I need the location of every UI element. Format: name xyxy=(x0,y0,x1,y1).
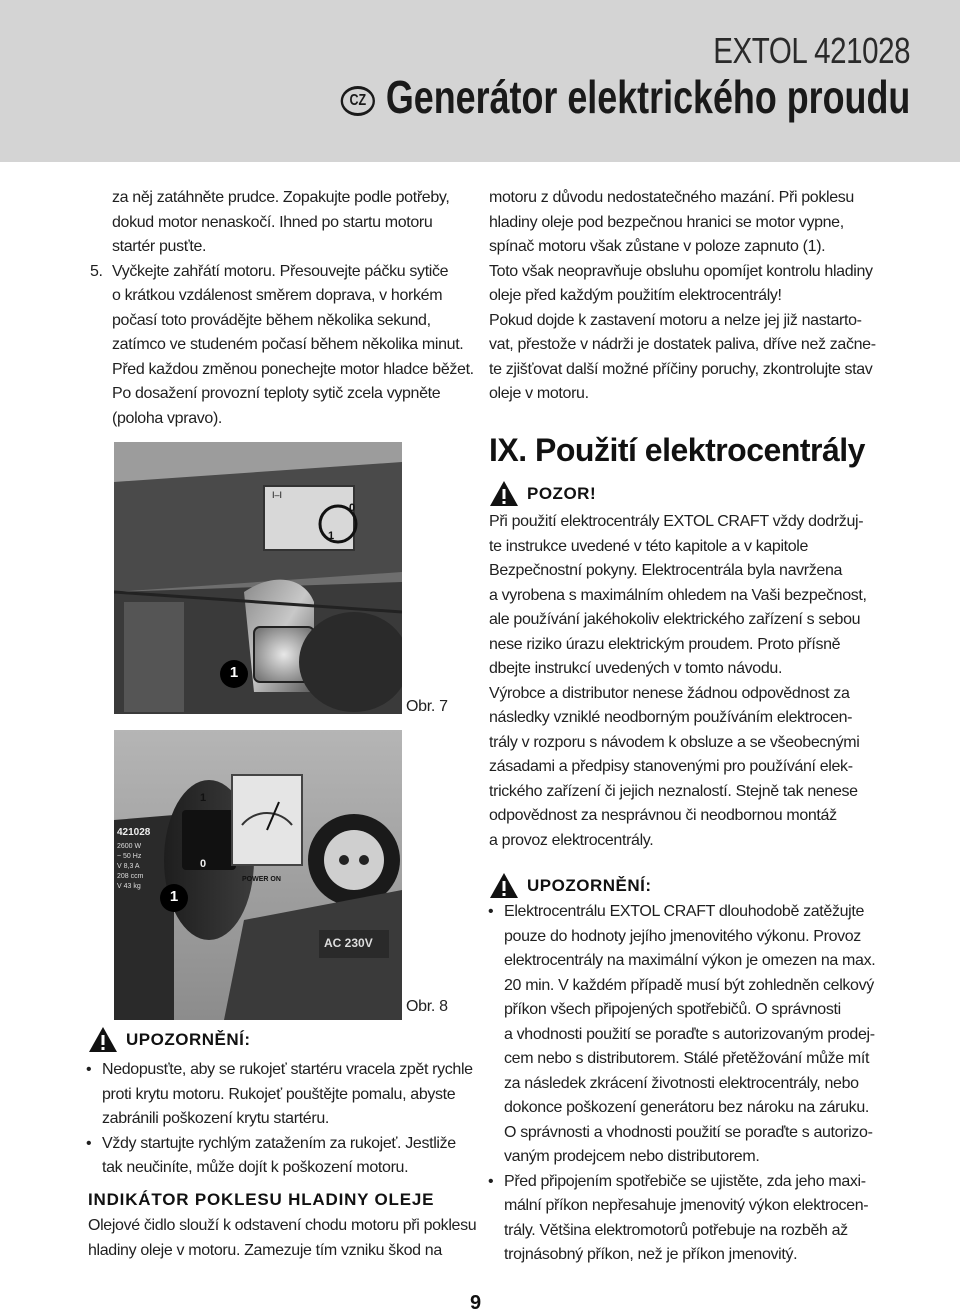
switch-label-zero: 0 xyxy=(200,858,207,870)
choke-label-one: 1 xyxy=(328,530,335,542)
ac-socket-label: AC 230V xyxy=(324,936,373,950)
text-line: proti krytu motoru. Rukojeť pouštějte pomalu, abyste xyxy=(102,1085,456,1103)
warning-title: UPOZORNĚNÍ: xyxy=(126,1029,251,1049)
text-line: Olejové čidlo slouží k odstavení chodu motoru při poklesu xyxy=(88,1217,477,1234)
warning-list-right xyxy=(486,900,875,1268)
text-line: • Před připojením spotřebiče se ujistěte, zda jeho maxi- xyxy=(504,1172,866,1190)
panel-spec: V 43 kg xyxy=(117,883,141,890)
text-line: Výrobce a distributor nenese žádnou odpovědnost za xyxy=(489,684,850,702)
figure-7-caption: Obr. 7 xyxy=(406,698,448,715)
warning-heading-right xyxy=(489,872,652,899)
pozor-title: POZOR! xyxy=(527,483,597,503)
text-line: vaným prodejcem nebo distributorem. xyxy=(504,1148,760,1165)
figure-7-choke-photo xyxy=(114,442,402,714)
warning-triangle-icon xyxy=(489,872,519,899)
text-line: oleje v motoru. xyxy=(489,385,589,402)
text-line: • Vždy startujte rychlým zatažením za rukojeť. Jestliže xyxy=(102,1134,456,1152)
text-line: • Nedopusťte, aby se rukojeť startéru vracela zpět rychle xyxy=(102,1061,473,1078)
text-line: Při použití elektrocentrály EXTOL CRAFT vždy dodržuj- xyxy=(489,513,864,530)
text-line: tak neučiníte, může dojít k poškození motoru. xyxy=(102,1159,409,1176)
panel-model-label: 421028 xyxy=(117,827,151,838)
text-line: spínač motoru však zůstane v poloze zapnuto (1). xyxy=(489,238,826,255)
text-line: O správnosti a vhodnosti použití se poraďte s autorizo- xyxy=(504,1123,873,1141)
text-line: nese riziko úrazu elektrickým proudem. Proto přísně xyxy=(489,635,841,653)
text-line: za něj zatáhněte prudce. Zopakujte podle potřeby, xyxy=(112,189,450,206)
panel-spec: ~ 50 Hz xyxy=(117,853,142,860)
text-line: dokonce poškození generátoru bez nároku na záruku. xyxy=(504,1099,869,1116)
warning-triangle-icon xyxy=(88,1026,118,1053)
document-title xyxy=(340,70,910,124)
text-line: Po dosažení provozní teploty sytič zcela vypněte xyxy=(112,385,441,402)
text-line: a vhodnosti použití se poraďte s autorizovaným prodej- xyxy=(504,1025,875,1043)
text-line: (poloha vpravo). xyxy=(112,409,223,427)
figure-8-panel-photo xyxy=(114,730,402,1020)
text-line: dbejte instrukcí uvedených v tomto návodu. xyxy=(489,660,783,677)
pozor-paragraph xyxy=(489,510,867,853)
warning-bullet xyxy=(486,1170,875,1268)
text-line: Toto však neopravňuje obsluhu opomíjet kontrolu hladiny xyxy=(489,262,873,280)
choke-label-zero: 0 xyxy=(349,502,356,514)
text-line: zásadami a předpisy stanovenými pro používání elek- xyxy=(489,758,853,775)
figure-marker: 1 xyxy=(169,888,179,905)
power-on-label: POWER ON xyxy=(242,876,281,883)
text-line: trického zařízení či jejich neznalostí. Stejně tak nenese xyxy=(489,782,858,800)
product-model: EXTOL 421028 xyxy=(713,30,910,71)
text-line: ale používání jakéhokoliv elektrického zařízení s sebou xyxy=(489,611,861,628)
text-line: za následek zkrácení životnosti elektrocentrály, nebo xyxy=(504,1074,859,1092)
figure-marker: 1 xyxy=(229,664,239,681)
panel-spec: 208 ccm xyxy=(117,873,144,880)
text-line: a provoz elektrocentrály. xyxy=(489,831,654,849)
text-line: mální příkon nepřesahuje jmenovitý výkon elektrocen- xyxy=(504,1197,869,1214)
text-line: cem nebo s distributorem. Stálé přetěžování může mít xyxy=(504,1050,870,1067)
text-line: startér pusťte. xyxy=(112,238,207,255)
text-line: hladiny oleje pod bezpečnou hranici se motor vypne, xyxy=(489,213,844,231)
text-line: trály. Většina elektromotorů potřebuje na rozběh až xyxy=(504,1221,848,1239)
language-badge: CZ xyxy=(340,86,374,116)
pozor-heading xyxy=(489,480,596,507)
document-title-text: Generátor elektrického proudu xyxy=(385,71,910,123)
text-line: dokud motor nenaskočí. Ihned po startu motoru xyxy=(112,213,433,231)
text-line: počasí toto provádějte během několika sekund, xyxy=(112,311,431,329)
warning-bullet xyxy=(486,900,875,1170)
text-line: zabránili poškození krytu startéru. xyxy=(102,1110,329,1127)
oil-indicator-paragraph xyxy=(88,1214,476,1263)
text-line: zatímco ve studeném počasí během několika minut. xyxy=(112,336,464,353)
text-line: následky vzniklé neodborným používáním elektrocen- xyxy=(489,709,853,726)
text-line: Vyčkejte zahřátí motoru. Přesouvejte páčku sytiče xyxy=(112,262,449,280)
text-line: • Elektrocentrálu EXTOL CRAFT dlouhodobě zatěžujte xyxy=(504,903,864,920)
panel-specs xyxy=(117,842,143,892)
warning-heading-left xyxy=(88,1026,251,1053)
text-line: a vyrobena s maximálním ohledem na Vaši bezpečnost, xyxy=(489,586,867,604)
oil-indicator-heading: INDIKÁTOR POKLESU HLADINY OLEJE xyxy=(88,1190,435,1209)
panel-spec: V 8,3 A xyxy=(117,863,140,870)
choke-label-top: I–I xyxy=(272,490,283,500)
text-line: vat, přestože v nádrži je dostatek paliva, dříve než začne- xyxy=(489,336,876,353)
text-line: te zjišťovat další možné příčiny poruchy, zkontrolujte stav xyxy=(489,360,873,378)
text-line: Pokud dojde k zastavení motoru a nelze jej již nastarto- xyxy=(489,311,862,329)
page-number: 9 xyxy=(470,1292,482,1312)
text-line: 20 min. V každém případě musí být zohledněn celkový xyxy=(504,976,874,994)
text-line: pouze do hodnoty jejího jmenovitého výkonu. Provoz xyxy=(504,927,861,945)
text-line: odpovědnost za nesprávnou či neodbornou montáž xyxy=(489,807,837,824)
text-line: Před každou změnou ponechejte motor hladce běžet. xyxy=(112,360,474,378)
text-line: trojnásobný příkon, než je příkon jmenovitý. xyxy=(504,1246,798,1263)
intro-paragraph xyxy=(90,186,474,431)
text-line: Bezpečnostní pokyny. Elektrocentrála byla navržena xyxy=(489,562,843,579)
figure-8-caption: Obr. 8 xyxy=(406,998,448,1015)
step-number: 5. xyxy=(90,262,103,280)
switch-label-one: 1 xyxy=(200,792,207,804)
text-line: trály v rozporu s návodem k obsluze a se všeobecnými xyxy=(489,733,860,751)
text-line: motoru z důvodu nedostatečného mazání. Při poklesu xyxy=(489,189,854,206)
warning-list-left xyxy=(84,1058,473,1181)
panel-spec: 2600 W xyxy=(117,843,142,850)
text-line: elektrocentrály na maximální výkon je omezen na max. xyxy=(504,952,876,969)
text-line: o krátkou vzdálenost směrem doprava, v horkém xyxy=(112,287,443,304)
warning-title: UPOZORNĚNÍ: xyxy=(527,875,652,895)
text-line: te instrukce uvedené v této kapitole a v kapitole xyxy=(489,537,809,555)
warning-bullet xyxy=(84,1058,473,1132)
text-line: příkon všech připojených spotřebičů. O správnosti xyxy=(504,1001,841,1018)
page-header xyxy=(0,0,960,162)
oil-continuation-paragraph xyxy=(489,186,876,407)
section-title: IX. Použití elektrocentrály xyxy=(489,432,865,468)
text-line: hladiny oleje v motoru. Zamezuje tím vzniku škod na xyxy=(88,1241,442,1259)
warning-bullet xyxy=(84,1132,473,1181)
warning-triangle-icon xyxy=(489,480,519,507)
text-line: oleje před každým použitím elektrocentrály! xyxy=(489,287,782,304)
